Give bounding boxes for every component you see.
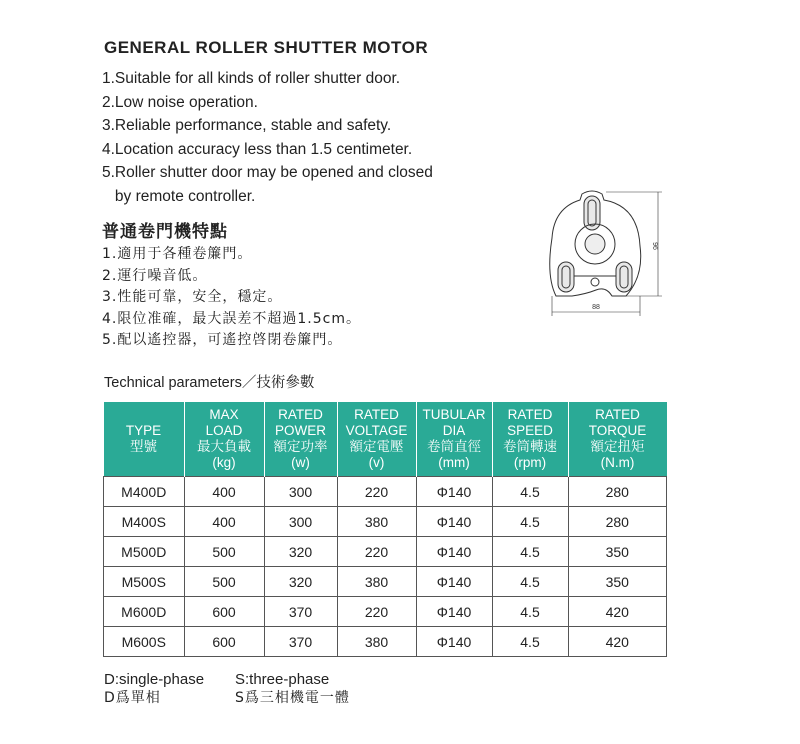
feature-item: 2.Low noise operation.: [102, 93, 258, 111]
cell-speed: 4.5: [492, 627, 568, 657]
table-row: [104, 627, 667, 657]
features-cn-list: [102, 244, 361, 352]
features-en-list: [102, 67, 433, 208]
cell-voltage: 220: [337, 537, 416, 567]
feature-item: 1.Suitable for all kinds of roller shutter door.: [102, 70, 401, 87]
cn-section-title: 普通卷門機特點: [102, 222, 228, 242]
cell-torque: 420: [568, 597, 667, 627]
cell-power: 370: [264, 627, 337, 657]
cell-load: 500: [184, 537, 264, 567]
note-three-phase-en: S:three-phase: [235, 671, 330, 688]
cell-power: 320: [264, 537, 337, 567]
table-row: [104, 537, 667, 567]
cell-speed: 4.5: [492, 537, 568, 567]
cell-load: 400: [184, 507, 264, 537]
cell-speed: 4.5: [492, 507, 568, 537]
header-rated-voltage: RATED VOLTAGE 額定電壓 (v): [337, 402, 416, 477]
width-dimension-label: 88: [592, 304, 600, 311]
cell-type: M600S: [104, 627, 185, 657]
feature-item: by remote controller.: [102, 187, 256, 205]
table-header-row: [104, 402, 667, 477]
table-row: [104, 597, 667, 627]
cell-type: M600D: [104, 597, 185, 627]
header-rated-power: RATED POWER 額定功率 (w): [264, 402, 337, 477]
cell-torque: 280: [568, 507, 667, 537]
note-three-phase-cn: S爲三相機電一體: [235, 690, 350, 706]
feature-item: 3.Reliable performance, stable and safety.: [102, 117, 392, 134]
feature-item-cn: 1.適用于各種卷簾門。: [102, 246, 253, 262]
cell-torque: 280: [568, 477, 667, 507]
cell-speed: 4.5: [492, 477, 568, 507]
cell-load: 400: [184, 477, 264, 507]
cell-dia: Φ140: [416, 627, 492, 657]
cell-dia: Φ140: [416, 537, 492, 567]
cell-torque: 350: [568, 567, 667, 597]
motor-head-drawing: [540, 186, 670, 321]
cell-type: M500D: [104, 537, 185, 567]
feature-item: 5.Roller shutter door may be opened and closed: [102, 164, 433, 181]
cell-load: 600: [184, 627, 264, 657]
cell-dia: Φ140: [416, 477, 492, 507]
cell-power: 320: [264, 567, 337, 597]
tech-params-label: Technical parameters／技術參數: [104, 375, 315, 391]
table-row: [104, 507, 667, 537]
note-single-phase-cn: D爲單相: [104, 690, 161, 706]
cell-dia: Φ140: [416, 507, 492, 537]
page-title: GENERAL ROLLER SHUTTER MOTOR: [104, 38, 429, 57]
cell-voltage: 380: [337, 507, 416, 537]
cell-voltage: 380: [337, 567, 416, 597]
parameters-table: [103, 402, 667, 657]
cell-voltage: 220: [337, 477, 416, 507]
cell-dia: Φ140: [416, 597, 492, 627]
header-max-load: MAX LOAD 最大負載 (kg): [184, 402, 264, 477]
table-row: [104, 567, 667, 597]
feature-item-cn: 2.運行噪音低。: [102, 267, 208, 284]
cell-torque: 350: [568, 537, 667, 567]
cell-dia: Φ140: [416, 567, 492, 597]
header-rated-speed: RATED SPEED 卷筒轉速 (rpm): [492, 402, 568, 477]
feature-item-cn: 5.配以遙控器，可遙控啓閉卷簾門。: [102, 332, 343, 348]
feature-item-cn: 4.限位准確，最大誤差不超過1.5cm。: [102, 310, 361, 327]
cell-voltage: 220: [337, 597, 416, 627]
header-type: TYPE 型號: [104, 402, 185, 477]
feature-item-cn: 3.性能可靠，安全，穩定。: [102, 289, 283, 305]
cell-speed: 4.5: [492, 597, 568, 627]
cell-type: M400S: [104, 507, 185, 537]
cell-load: 500: [184, 567, 264, 597]
cell-voltage: 380: [337, 627, 416, 657]
cell-speed: 4.5: [492, 567, 568, 597]
phase-notes: [104, 670, 350, 708]
header-rated-torque: RATED TORQUE 額定扭矩 (N.m): [568, 402, 667, 477]
cell-power: 300: [264, 507, 337, 537]
cell-power: 300: [264, 477, 337, 507]
cell-load: 600: [184, 597, 264, 627]
height-dimension-label: 96: [651, 242, 658, 250]
note-single-phase-en: D:single-phase: [104, 671, 205, 688]
cell-power: 370: [264, 597, 337, 627]
table-row: [104, 477, 667, 507]
cell-type: M400D: [104, 477, 185, 507]
feature-item: 4.Location accuracy less than 1.5 centimeter.: [102, 140, 413, 158]
cell-type: M500S: [104, 567, 185, 597]
header-tubular-dia: TUBULAR DIA 卷筒直徑 (mm): [416, 402, 492, 477]
cell-torque: 420: [568, 627, 667, 657]
